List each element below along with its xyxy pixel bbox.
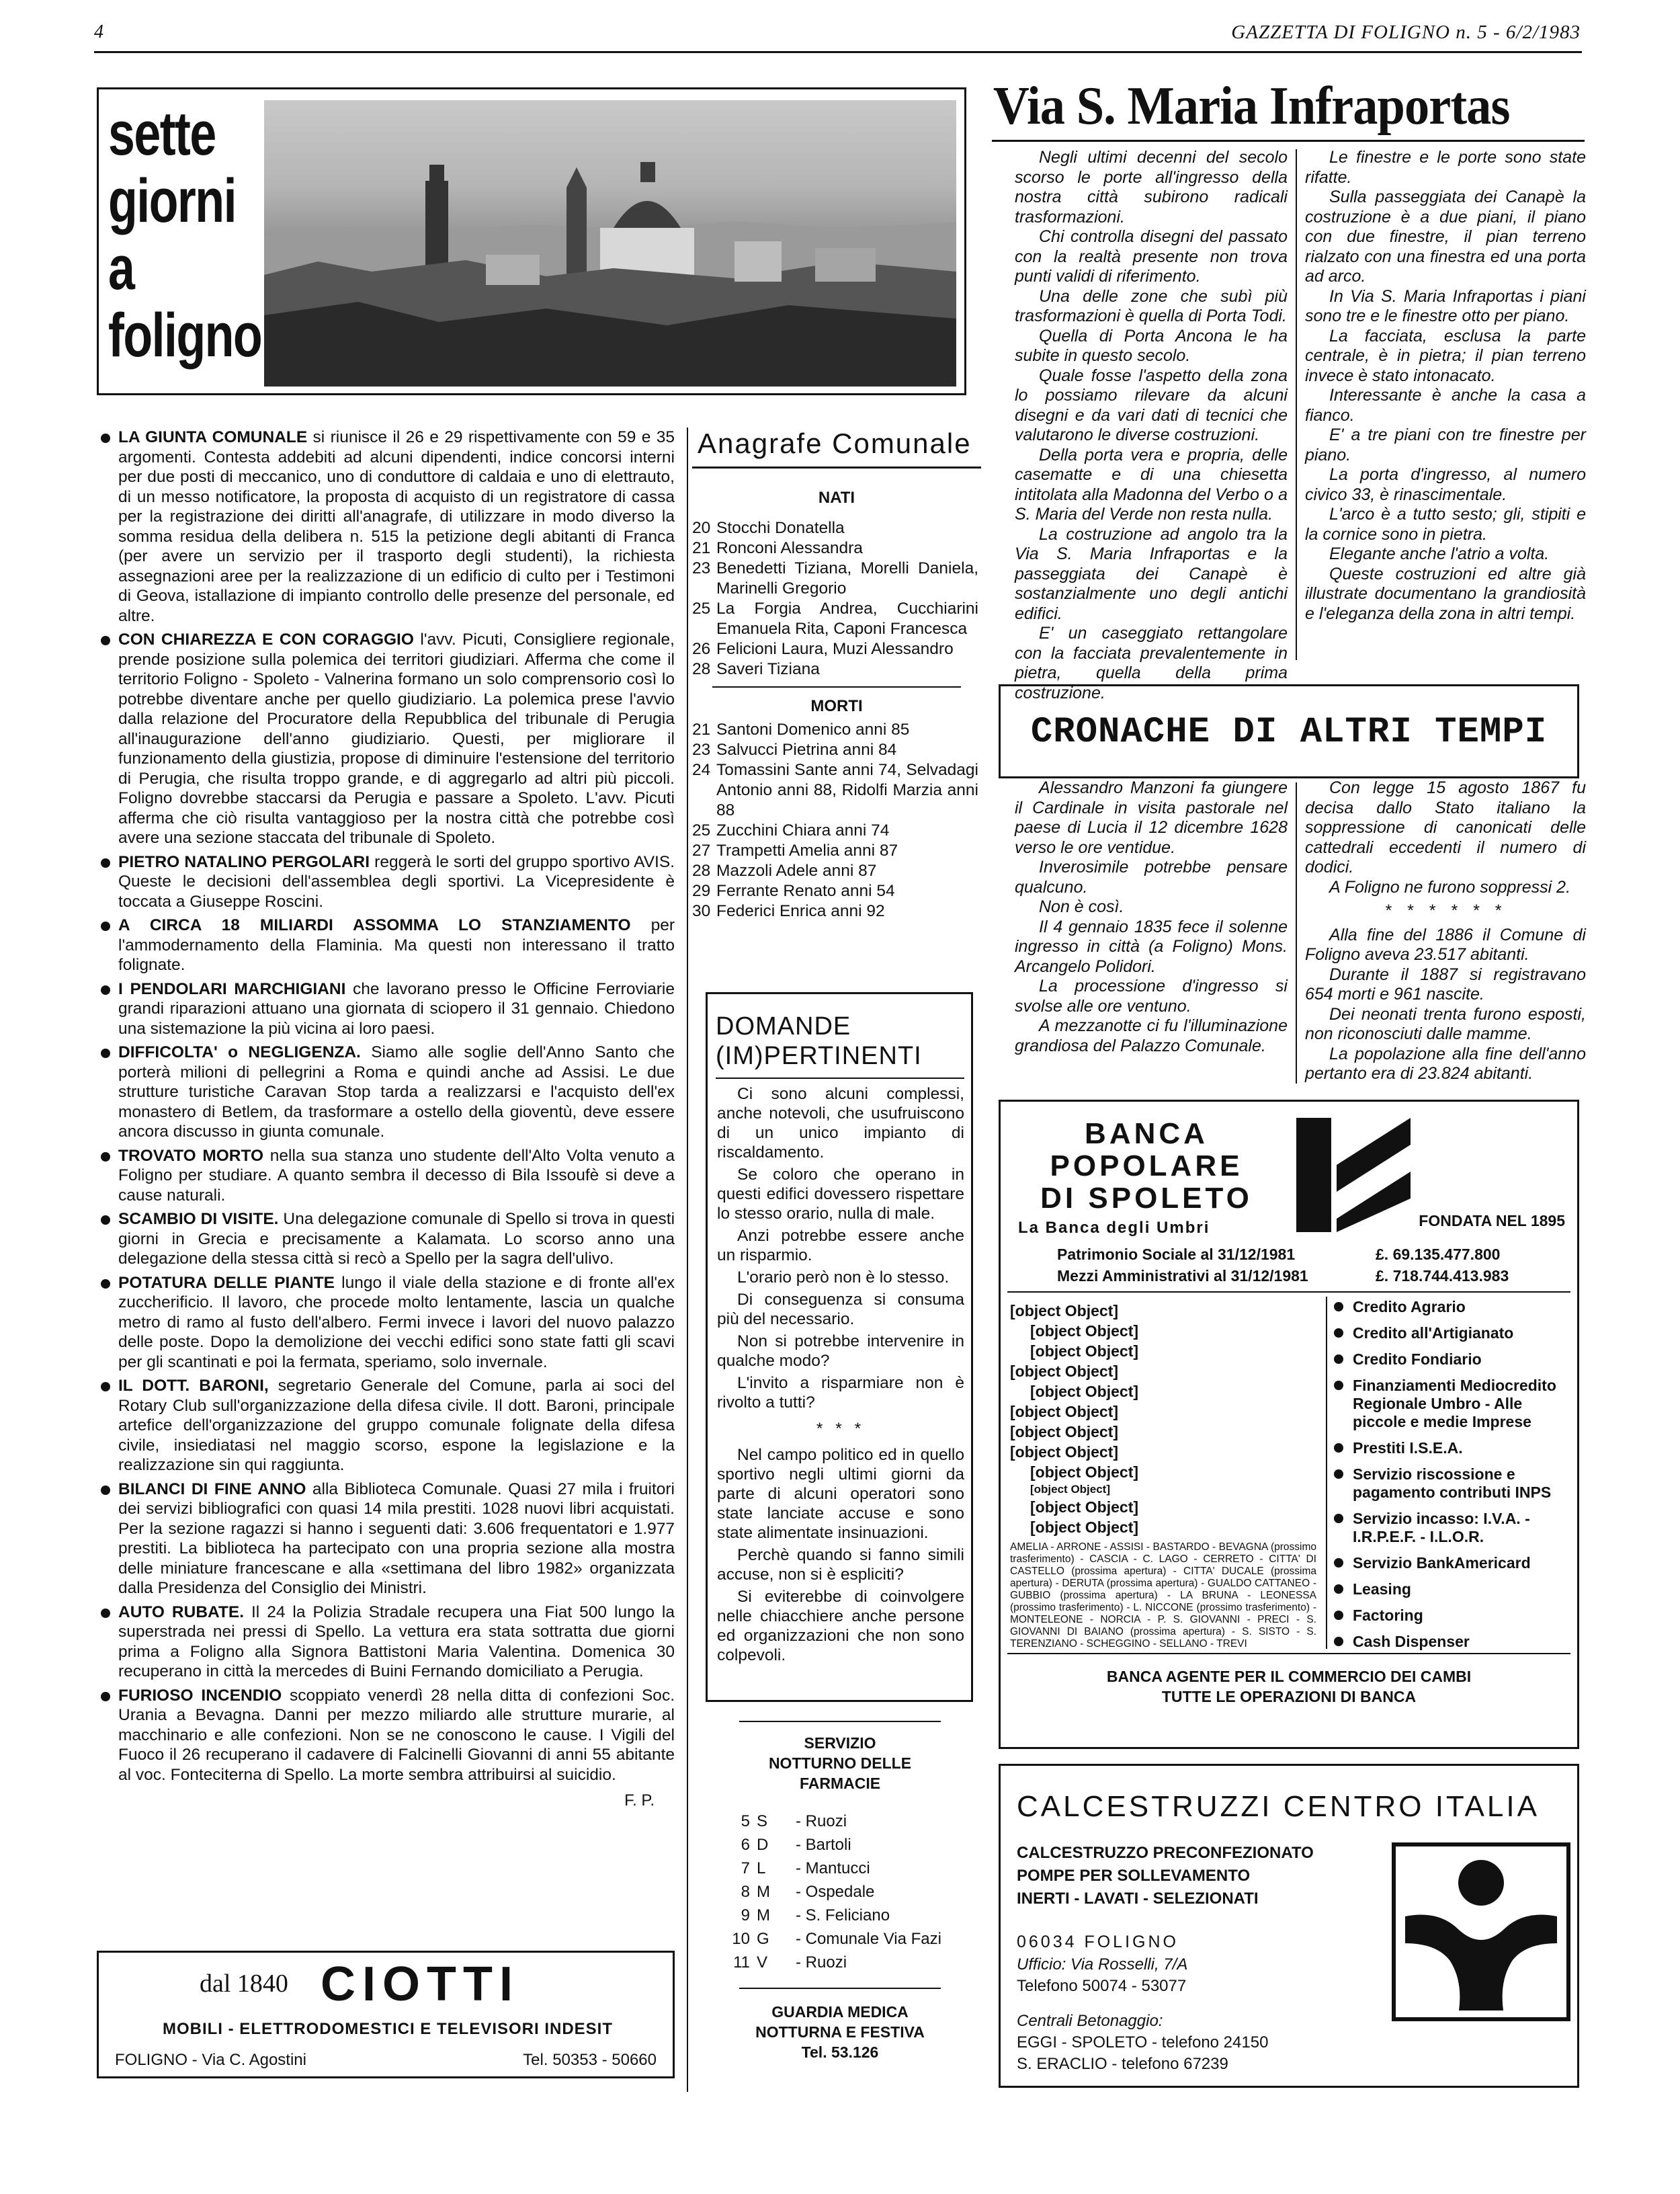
guardia-medica: [712, 2002, 968, 2062]
anagrafe-names: Zucchini Chiara anni 74: [716, 821, 890, 840]
section-separator: * * *: [816, 1420, 866, 1438]
anagrafe-row: [692, 881, 981, 901]
banca-name: [1015, 1118, 1277, 1215]
banca-footer: [1001, 1666, 1577, 1707]
page-number: 4: [94, 22, 103, 42]
anagrafe-day: 25: [692, 821, 711, 840]
anagrafe-day: 23: [692, 741, 711, 759]
anagrafe-names: Stocchi Donatella: [716, 519, 845, 537]
news-lead: BILANCI DI FINE ANNO: [118, 1479, 306, 1498]
article-paragraph: Chi controlla disegni del passato con la realtà presente non trova punti validi di riferimento.: [1015, 227, 1288, 286]
banca-vertical-divider: [1326, 1297, 1327, 1649]
news-text: Il 24 la Polizia Stradale recupera una Fiat 500 lungo la superstrada nei pressi di Spello. La vettura era stata sottratta due giorni prima a Foligno alla Signora Battistoni Maria Valentina. Domenica 30 recuperano in città la mercedes di Buini Fernando domiciliato a Perugia.: [118, 1602, 675, 1680]
anagrafe-names: La Forgia Andrea, Cucchiarini Emanuela Rita, Caponi Francesca: [716, 600, 978, 638]
anagrafe-names: Salvucci Pietrina anni 84: [716, 741, 897, 759]
section-separator: * * * * * *: [1384, 901, 1507, 920]
domande-paragraph: L'invito a risparmiare non è rivolto a tutti?: [717, 1374, 964, 1412]
farmacia-row: [712, 1951, 968, 1974]
farmacia-name: - S. Feliciano: [796, 1906, 890, 1924]
service-item: [1331, 1465, 1573, 1502]
farmacia-weekday: V: [757, 1953, 768, 1972]
bullet-icon: [101, 985, 110, 995]
banca-branches: [1010, 1301, 1320, 1650]
anagrafe-row: [692, 559, 981, 599]
branch-line: [object Object]: [1010, 1443, 1119, 1461]
farmacia-weekday: M: [757, 1906, 770, 1924]
farmacia-name: - Comunale Via Fazi: [796, 1930, 941, 1948]
branch-line: [object Object]: [1030, 1498, 1139, 1516]
branch-line: [object Object]: [1030, 1463, 1139, 1481]
farmacia-row: [712, 1880, 968, 1904]
service-item: [1331, 1554, 1573, 1572]
news-lead: CON CHIAREZZA E CON CORAGGIO: [118, 631, 414, 649]
domande-body: [717, 1084, 964, 1668]
infraportas-col-rule: [1296, 149, 1297, 660]
sette-giorni-title: [108, 100, 276, 369]
news-text: per l'ammodernamento della Flaminia. Ma questi non interessano il tratto folignate.: [118, 916, 675, 974]
farmacia-weekday: M: [757, 1883, 770, 1901]
banca-mezzi-value: £. 718.744.413.983: [1376, 1267, 1509, 1285]
ciotti-products: MOBILI - ELETTRODOMESTICI E TELEVISORI INDESIT: [162, 2020, 614, 2038]
anagrafe-names: Trampetti Amelia anni 87: [716, 842, 898, 860]
bullet-icon: [101, 1486, 110, 1495]
news-lead: AUTO RUBATE.: [118, 1602, 245, 1621]
bullet-icon: [101, 1049, 110, 1058]
calcestruzzi-city: 06034 FOLIGNO: [1017, 1933, 1179, 1951]
domande-paragraph: Di conseguenza si consuma più del necessario.: [717, 1291, 964, 1328]
column-rule: [687, 428, 688, 2092]
title-line: a: [108, 234, 135, 302]
farmacie-top-rule: [739, 1721, 941, 1722]
calcestruzzi-centrale: EGGI - SPOLETO - telefono 24150: [1017, 2033, 1269, 2051]
calcestruzzi-ad: [999, 1764, 1579, 2088]
service-item: [1331, 1350, 1573, 1369]
article-paragraph: Negli ultimi decenni del secolo scorso le porte all'ingresso della nostra città subirono radicali trasformazioni.: [1015, 148, 1288, 227]
service-item: [1331, 1633, 1573, 1651]
bullet-icon: [1334, 1354, 1343, 1364]
branch-line: [object Object]: [1010, 1363, 1119, 1380]
service-label: Credito Fondiario: [1353, 1350, 1482, 1368]
farmacia-row: [712, 1904, 968, 1927]
signature: F. P.: [624, 1791, 655, 1810]
domande-paragraph: Perchè quando si fanno simili accuse, non si è espliciti?: [717, 1546, 964, 1584]
service-item: [1331, 1510, 1573, 1546]
banca-founded: FONDATA NEL 1895: [1419, 1212, 1565, 1229]
news-lead: TROVATO MORTO: [118, 1146, 264, 1165]
news-text: alla Biblioteca Comunale. Quasi 27 mila i fruitori dei servizi bibliografici con quasi 14 mila prestiti. 1028 nuovi libri acquistati. Per la sezione ragazzi si hanno i seguenti dati: 3.606 frequentatori e 1.977 prestiti. La biblioteca ha partecipato con una propria sezione alla mostra delle miniature francescane e alla «settimana del libro 1982» organizzata dalla Presidenza del Consiglio dei Ministri.: [118, 1479, 675, 1597]
news-item: [97, 1209, 675, 1269]
infraportas-col-2: [1305, 148, 1586, 624]
bullet-icon: [101, 1692, 110, 1701]
bullet-icon: [1334, 1584, 1343, 1594]
bullet-icon: [1334, 1328, 1343, 1338]
anagrafe-day: 30: [692, 902, 711, 920]
cronache-col-rule: [1296, 782, 1297, 1084]
domande-title: [716, 1012, 922, 1071]
bullet-icon: [101, 1609, 110, 1618]
news-item: [97, 1146, 675, 1206]
banca-tagline: La Banca degli Umbri: [1018, 1219, 1210, 1237]
news-lead: PIETRO NATALINO PERGOLARI: [118, 852, 370, 871]
nati-list: [692, 518, 981, 680]
domande-paragraph: L'orario però non è lo stesso.: [737, 1268, 950, 1287]
article-paragraph: Dei neonati trenta furono esposti, non riconosciuti dalle mamme.: [1305, 1004, 1586, 1043]
anagrafe-names: Ferrante Renato anni 54: [716, 882, 895, 900]
article-paragraph: L'arco è a tutto sesto; gli, stipiti e la cornice sono in pietra.: [1305, 505, 1586, 544]
bullet-icon: [101, 1279, 110, 1289]
bullet-icon: [1334, 1469, 1343, 1479]
bullet-icon: [101, 858, 110, 868]
domande-paragraph: Non si potrebbe intervenire in qualche modo?: [717, 1332, 964, 1370]
banca-patrimonio-value: £. 69.135.477.800: [1376, 1246, 1501, 1263]
farmacia-name: - Bartoli: [796, 1836, 851, 1854]
bullet-icon: [101, 1152, 110, 1162]
article-paragraph: Le finestre e le porte sono state rifatte.: [1305, 148, 1586, 187]
banca-divider: [1007, 1291, 1570, 1293]
article-paragraph: Non è così.: [1039, 897, 1124, 916]
article-paragraph: La costruzione ad angolo tra la Via S. Maria Infraportas e la passeggiata dei Canapè è sostanzialmente uno degli antichi edifici.: [1015, 524, 1288, 623]
service-label: Factoring: [1353, 1607, 1423, 1624]
news-text: si riunisce il 26 e 29 rispettivamente con 59 e 35 argomenti. Contesta addebiti ad alcuni dipendenti, indice concorsi interni per due posti di meccanico, uno di conduttore di caldaia e uno di elettrauto, di un messo notificatore, la proposta di acquisto di un registratore di cassa per la registrazione dei diritti all'anagrafe, di utilizzare in modo diverso la somma residua della delibera n. 515 la petizione degli abitanti di Franca (per avere un servizio per il trasporto degli studenti), la richiesta assegnazioni aree per la realizzazione di un edificio di culto per i Testimoni di Geova, istallazione di impianto controllo delle presenze del personale, ed altre.: [118, 428, 675, 625]
service-label: Finanziamenti Mediocredito Regionale Umbro - Alle piccole e medie Imprese: [1353, 1377, 1556, 1430]
ciotti-tel: Tel. 50353 - 50660: [523, 2051, 657, 2069]
cronache-title: CRONACHE DI ALTRI TEMPI: [1030, 712, 1548, 753]
branch-line: [object Object]: [1030, 1383, 1139, 1400]
anagrafe-row: [692, 901, 981, 922]
farmacia-weekday: G: [757, 1930, 769, 1948]
news-item: [97, 979, 675, 1039]
banca-patrimonio-label: Patrimonio Sociale al 31/12/1981: [1057, 1246, 1296, 1263]
news-item: [97, 1376, 675, 1475]
news-item: [97, 1043, 675, 1142]
anagrafe-names: Tomassini Sante anni 74, Selvadagi Antonio anni 88, Ridolfi Marzia anni 88: [716, 761, 978, 819]
news-lead: LA GIUNTA COMUNALE: [118, 428, 308, 446]
article-paragraph: Sulla passeggiata dei Canapè la costruzione è a due piani, il piano con due finestre, il pian terreno rialzato con una finestra ed una porta ad arco.: [1305, 188, 1586, 286]
domande-paragraph: Se coloro che operano in questi edifici dovessero rispettare lo stesso orario, nulla di male.: [717, 1166, 964, 1223]
anagrafe-names: Felicioni Laura, Muzi Alessandro: [716, 640, 954, 658]
service-item: [1331, 1377, 1573, 1431]
anagrafe-title: Anagrafe Comunale: [698, 428, 972, 459]
domande-paragraph: Nel campo politico ed in quello sportivo negli ultimi giorni da parte di alcuni operatori sono state lanciate accuse e sono state alimentate insinuazioni.: [717, 1446, 964, 1542]
farmacie-bottom-rule: [739, 1988, 941, 1989]
bullet-icon: [1334, 1302, 1343, 1311]
news-lead: DIFFICOLTA' o NEGLIGENZA.: [118, 1043, 361, 1061]
service-label: Cash Dispenser: [1353, 1633, 1470, 1650]
calcestruzzi-line: POMPE PER SOLLEVAMENTO: [1017, 1867, 1251, 1885]
service-label: Servizio riscossione e pagamento contributi INPS: [1353, 1465, 1552, 1501]
news-item: [97, 630, 675, 848]
anagrafe-row: [692, 518, 981, 538]
service-item: [1331, 1324, 1573, 1342]
article-paragraph: Una delle zone che subì più trasformazioni è quella di Porta Todi.: [1015, 286, 1288, 325]
article-paragraph: Il 4 gennaio 1835 fece il solenne ingresso in città (a Foligno) Mons. Arcangelo Polidori.: [1015, 917, 1288, 976]
article-paragraph: In Via S. Maria Infraportas i piani sono tre e le finestre otto per piano.: [1305, 286, 1586, 325]
banca-divider-bottom: [1007, 1653, 1570, 1654]
news-text: Siamo alle soglie dell'Anno Santo che porterà milioni di pellegrini a Roma e quindi anche ad Assisi. Le due strutture turistiche Caravan Stop tarda a realizzarsi e l'acquisto dell'ex monastero di Betlem, da trasformare a ostello della gioventù, deve essere ancora discusso in giunta comunale.: [118, 1043, 675, 1141]
farmacia-day: 11: [733, 1953, 750, 1972]
anagrafe-day: 29: [692, 882, 711, 900]
news-text: scoppiato venerdì 28 nella ditta di confezioni Soc. Urania a Bevagna. Danni per mezzo miliardo alle strutture murarie, al macchinario e alle confezioni. Non se ne conoscono le cause. I Vigili del Fuoco il 26 recuperano il cadavere di Falcinelli Giovanni di anni 55 abitante al voc. Fonteciterna di Spello. La morte sembra attribuirsi al suicidio.: [118, 1686, 675, 1784]
morti-list: [692, 720, 981, 922]
calcestruzzi-office: Ufficio: Via Rosselli, 7/A: [1017, 1955, 1188, 1974]
sette-giorni-banner: [97, 87, 966, 395]
news-lead: I PENDOLARI MARCHIGIANI: [118, 979, 346, 998]
banca-name-line: DI SPOLETO: [1040, 1182, 1253, 1215]
article-paragraph: E' a tre piani con tre finestre per piano.: [1305, 425, 1586, 464]
article-paragraph: A mezzanotte ci fu l'illuminazione grandiosa del Palazzo Comunale.: [1015, 1016, 1288, 1055]
anagrafe-row: [692, 639, 981, 659]
calcestruzzi-line: INERTI - LAVATI - SELEZIONATI: [1017, 1890, 1259, 1908]
bullet-icon: [1334, 1637, 1343, 1646]
title-line: foligno: [108, 301, 262, 370]
article-paragraph: Interessante è anche la casa a fianco.: [1305, 386, 1586, 425]
anagrafe-day: 28: [692, 660, 711, 678]
news-item: [97, 428, 675, 626]
domande-title-2: (IM)PERTINENTI: [716, 1042, 922, 1070]
anagrafe-row: [692, 720, 981, 740]
anagrafe-day: 24: [692, 761, 711, 779]
farmacia-day: 9: [741, 1906, 750, 1924]
news-item: [97, 852, 675, 912]
anagrafe-row: [692, 821, 981, 841]
farmacia-name: - Ruozi: [796, 1953, 847, 1972]
banca-ad: [999, 1100, 1579, 1749]
bullet-icon: [101, 636, 110, 645]
service-label: Prestiti I.S.E.A.: [1353, 1439, 1463, 1457]
news-item: [97, 1602, 675, 1682]
domande-paragraph: Anzi potrebbe essere anche un risparmio.: [717, 1227, 964, 1264]
farmacia-day: 7: [741, 1859, 750, 1877]
title-line: sette: [108, 99, 216, 168]
article-paragraph: La porta d'ingresso, al numero civico 33, è rinascimentale.: [1305, 465, 1586, 504]
service-item: [1331, 1439, 1573, 1457]
news-text: Una delegazione comunale di Spello si trova in questi giorni in Grecia e precisamente a Kalamata. Lo scorso anno una delegazione della stessa città si recò a Spello per la sagra dell'ulivo.: [118, 1210, 675, 1268]
cronache-box: [999, 684, 1579, 778]
guardia-line: GUARDIA MEDICA: [771, 2003, 909, 2021]
masthead: GAZZETTA DI FOLIGNO n. 5 - 6/2/1983: [1231, 22, 1581, 43]
farmacia-day: 8: [741, 1883, 750, 1901]
nati-label: NATI: [818, 489, 855, 507]
farmacia-day: 6: [741, 1836, 750, 1854]
calcestruzzi-tel: Telefono 50074 - 53077: [1017, 1977, 1187, 1995]
article-paragraph: Durante il 1887 si registravano 654 morti e 961 nascite.: [1305, 965, 1586, 1004]
banca-name-line: BANCA: [1085, 1117, 1208, 1150]
dipendenze-list: AMELIA - ARRONE - ASSISI - BASTARDO - BEVAGNA (prossimo trasferimento) - CASCIA - C. LAGO - CERRETO - CITTA' DI CASTELLO (prossima apertura) - CITTA' DUCALE (prossima apertura) - DERUTA (prossima apertura) - GUALDO CATTANEO - GUBBIO (prossima apertura) - LA BRUNA - LEONESSA (prossimo trasferimento) - L. NICCONE (prossimo trasferimento) - MONTELEONE - NORCIA - P. S. GIOVANNI - PRECI - S. GIOVANNI DI BAIANO (prossima apertura) - S. SISTO - S. TERENZIANO - SCHEGGINO - SELLANO - TREVI: [1010, 1541, 1316, 1650]
ciotti-since: dal 1840: [200, 1969, 288, 1998]
service-label: Servizio BankAmericard: [1353, 1554, 1531, 1572]
anagrafe-row: [692, 659, 981, 680]
header-rule: [94, 51, 1582, 53]
farmacia-weekday: L: [757, 1859, 766, 1877]
banca-mezzi-label: Mezzi Amministrativi al 31/12/1981: [1057, 1267, 1308, 1285]
anagrafe-row: [692, 841, 981, 861]
article-paragraph: Con legge 15 agosto 1867 fu decisa dallo Stato italiano la soppressione di canonicati delle cattedrali eccedenti il numero di dodici.: [1305, 778, 1586, 877]
farmacia-day: 5: [741, 1812, 750, 1830]
article-paragraph: E' un caseggiato rettangolare con la facciata prevalentemente in pietra, quella della prima costruzione.: [1015, 624, 1288, 702]
article-paragraph: Della porta vera e propria, delle casematte e di una chiesetta intitolata alla Madonna del Verbo o a S. Maria del Verde non resta nulla.: [1015, 445, 1288, 524]
article-paragraph: A Foligno ne furono soppressi 2.: [1329, 877, 1571, 897]
calcestruzzi-line: CALCESTRUZZO PRECONFEZIONATO: [1017, 1844, 1314, 1862]
banca-footer-line: TUTTE LE OPERAZIONI DI BANCA: [1161, 1688, 1417, 1705]
news-text: che lavorano presso le Officine Ferroviarie grandi riparazioni attuano una giornata di sciopero il 31 gennaio. Chiedono una sistemazione la più vicina ai loro paesi.: [118, 979, 675, 1038]
news-item: [97, 1479, 675, 1598]
branch-line: [object Object]: [1030, 1483, 1111, 1496]
bullet-icon: [1334, 1514, 1343, 1523]
anagrafe-day: 23: [692, 559, 711, 577]
branch-line: [object Object]: [1010, 1423, 1119, 1440]
ciotti-address: FOLIGNO - Via C. Agostini: [115, 2051, 306, 2069]
title-line: giorni: [108, 167, 236, 235]
branch-line: [object Object]: [1030, 1342, 1139, 1360]
infraportas-title: Via S. Maria Infraportas: [993, 77, 1510, 136]
branch-line: [object Object]: [1010, 1302, 1119, 1319]
article-paragraph: Alla fine del 1886 il Comune di Foligno aveva 23.517 abitanti.: [1305, 925, 1586, 964]
farmacie-title: SERVIZIO NOTTURNO DELLE FARMACIE: [768, 1734, 912, 1792]
cronache-col-2: [1305, 778, 1586, 1084]
anagrafe-row: [692, 740, 981, 760]
farmacia-weekday: S: [757, 1812, 768, 1830]
ciotti-ad: [97, 1951, 675, 2078]
news-list: [97, 428, 675, 1810]
news-text: segretario Generale del Comune, parla ai soci del Rotary Club sull'organizzazione della difesa civile. Il dott. Baroni, principale artefice dell'organizzazione del gruppo comunale folignate della difesa civile, insiediatasi nel maggio scorso, espone la legislazione e la realizzazione sin qui raggiunta.: [118, 1377, 675, 1474]
domande-rule: [716, 1078, 964, 1079]
anagrafe-names: Federici Enrica anni 92: [716, 902, 885, 920]
branch-line: [object Object]: [1010, 1403, 1119, 1420]
news-text: nella sua stanza uno studente dell'Alto Volta venuto a Foligno per studiare. A quanto sembra il decesso di Bila Issoufè si deve a cause naturali.: [118, 1146, 675, 1205]
infraportas-rule: [992, 140, 1585, 142]
farmacia-weekday: D: [757, 1836, 769, 1854]
article-paragraph: Inverosimile potrebbe pensare qualcuno.: [1015, 858, 1288, 897]
article-paragraph: Quella di Porta Ancona le ha subite in questo secolo.: [1015, 326, 1288, 365]
article-paragraph: Quale fosse l'aspetto della zona lo possiamo rilevare da alcuni disegni e da vari dati di tecnici che valutarono le diverse costruzioni.: [1015, 366, 1288, 444]
calcestruzzi-centrali-label: Centrali Betonaggio:: [1017, 2012, 1163, 2030]
article-paragraph: La processione d'ingresso si svolse alle ore ventuno.: [1015, 977, 1288, 1016]
anagrafe-names: Mazzoli Adele anni 87: [716, 862, 877, 880]
news-lead: FURIOSO INCENDIO: [118, 1686, 282, 1705]
bullet-icon: [1334, 1443, 1343, 1453]
news-item: [97, 1273, 675, 1373]
bullet-icon: [101, 434, 110, 443]
bullet-icon: [1334, 1558, 1343, 1568]
article-paragraph: La popolazione alla fine dell'anno pertanto era di 23.824 abitanti.: [1305, 1044, 1586, 1083]
anagrafe-names: Santoni Domenico anni 85: [716, 721, 910, 739]
calcestruzzi-centrale: S. ERACLIO - telefono 67239: [1017, 2055, 1228, 2073]
service-item: [1331, 1580, 1573, 1598]
guardia-line: NOTTURNA E FESTIVA: [755, 2023, 925, 2041]
anagrafe-day: 21: [692, 539, 711, 557]
service-label: Servizio incasso: I.V.A. - I.R.P.E.F. - I.L.O.R.: [1353, 1510, 1530, 1545]
anagrafe-row: [692, 861, 981, 881]
news-lead: POTATURA DELLE PIANTE: [118, 1273, 335, 1292]
anagrafe-day: 21: [692, 721, 711, 739]
anagrafe-row: [692, 760, 981, 821]
domande-paragraph: Si eviterebbe di coinvolgere nelle chiacchiere anche persone ed organizzazioni che non sono colpevoli.: [717, 1588, 964, 1664]
farmacie-list: [712, 1810, 968, 1974]
bullet-icon: [1334, 1381, 1343, 1390]
banca-footer-line: BANCA AGENTE PER IL COMMERCIO DEI CAMBI: [1106, 1668, 1472, 1685]
anagrafe-rule: [692, 466, 981, 469]
ciotti-name: CIOTTI: [321, 1957, 519, 2011]
farmacia-name: - Ruozi: [796, 1812, 847, 1830]
banca-services: [1331, 1298, 1573, 1659]
article-paragraph: La facciata, esclusa la parte centrale, è in pietra; il pian terreno invece è stato intonacato.: [1305, 326, 1586, 385]
article-paragraph: Alessandro Manzoni fa giungere il Cardinale in visita pastorale nel paese di Lucia il 12 dicembre 1628 verso le ore ventidue.: [1015, 778, 1288, 857]
domande-paragraph: Ci sono alcuni complessi, anche notevoli, che usufruiscono di un unico impianto di riscaldamento.: [717, 1085, 964, 1162]
morti-rule: [712, 686, 961, 688]
guardia-phone: Tel. 53.126: [801, 2043, 879, 2061]
banca-name-line: POPOLARE: [1050, 1149, 1243, 1182]
service-item: [1331, 1607, 1573, 1625]
domande-box: [706, 992, 973, 1702]
anagrafe-day: 26: [692, 640, 711, 658]
foligno-skyline-photo: [264, 100, 956, 387]
anagrafe-day: 28: [692, 862, 711, 880]
service-item: [1331, 1298, 1573, 1316]
anagrafe-names: Benedetti Tiziana, Morelli Daniela, Marinelli Gregorio: [716, 559, 978, 598]
cronache-col-1: [1015, 778, 1288, 1056]
farmacia-name: - Ospedale: [796, 1883, 875, 1901]
bullet-icon: [101, 1215, 110, 1225]
anagrafe-names: Saveri Tiziana: [716, 660, 820, 678]
news-lead: A CIRCA 18 MILIARDI ASSOMMA LO STANZIAMENTO: [118, 916, 631, 934]
farmacia-row: [712, 1833, 968, 1857]
news-lead: SCAMBIO DI VISITE.: [118, 1210, 279, 1228]
news-text: l'avv. Picuti, Consigliere regionale, prende posizione sulla polemica dei territori giudiziari. Afferma che come il territorio Foligno - Spoleto - Valnerina formano un solo comprensorio così lo potrebbe diventare anche per quello giudiziario. La polemica prese l'avvio dalla relazione del Procuratore della Repubblica del tribunale di Perugia all'inaugurazione dell'anno giudiziario. Questi, per migliorare il funzionamento della giustizia, propose di diminuire l'estensione del territorio di Perugia, che risulta troppo grande, e di aggregarlo ad altri più piccoli. Foligno dovrebbe staccarsi da Perugia e passare a Spoleto. L'avv. Picuti afferma che ciò risulta vantaggioso per la nostra città che potrebbe così avere una sezione staccata del tribunale di Spoleto.: [118, 631, 675, 847]
bullet-icon: [1334, 1611, 1343, 1620]
service-label: Credito Agrario: [1353, 1298, 1466, 1315]
anagrafe-names: Ronconi Alessandra: [716, 539, 863, 557]
morti-label: MORTI: [810, 697, 863, 715]
farmacia-row: [712, 1810, 968, 1833]
article-paragraph: Elegante anche l'atrio a volta.: [1329, 544, 1550, 563]
farmacia-row: [712, 1927, 968, 1951]
farmacia-row: [712, 1857, 968, 1880]
anagrafe-section: [692, 425, 981, 922]
branch-line: [object Object]: [1030, 1518, 1139, 1536]
service-label: Credito all'Artigianato: [1353, 1324, 1514, 1342]
anagrafe-day: 20: [692, 519, 711, 537]
service-label: Leasing: [1353, 1580, 1411, 1598]
bullet-icon: [101, 1382, 110, 1391]
news-text: reggerà le sorti del gruppo sportivo AVIS. Queste le decisioni dell'assemblea degli sportivi. La Vicepresidente è toccata a Giuseppe Roscini.: [118, 852, 675, 911]
calcestruzzi-logo-icon: [1392, 1842, 1570, 2021]
anagrafe-row: [692, 538, 981, 559]
news-text: lungo il viale della stazione e di fronte all'ex zuccherificio. Il lavoro, che procede molto lentamente, lascia un qualche metro di ramo al fusto dell'albero. Fermi invece i lavori del nuovo palazzo delle poste. Dopo la demolizione dei vecchi edifici sono state fatti gli scavi per gli scantinati e poi la fermata, speriamo, solo invernale.: [118, 1273, 675, 1371]
farmacia-name: - Mantucci: [796, 1859, 870, 1877]
anagrafe-row: [692, 599, 981, 639]
calcestruzzi-title: CALCESTRUZZI CENTRO ITALIA: [1017, 1790, 1540, 1823]
branch-line: [object Object]: [1030, 1322, 1139, 1340]
news-lead: IL DOTT. BARONI,: [118, 1377, 269, 1395]
anagrafe-day: 27: [692, 842, 711, 860]
article-paragraph: Queste costruzioni ed altre già illustrate documentano la grandiosità e l'eleganza della zona in altri tempi.: [1305, 564, 1586, 623]
domande-title-1: DOMANDE: [716, 1012, 851, 1041]
news-item: [97, 1686, 675, 1785]
bullet-icon: [101, 922, 110, 931]
banca-logo-icon: [1296, 1118, 1411, 1232]
news-item: [97, 916, 675, 975]
anagrafe-day: 25: [692, 600, 711, 618]
farmacie-section: [712, 1721, 968, 1989]
farmacia-day: 10: [732, 1930, 750, 1948]
infraportas-col-1: [1015, 148, 1288, 703]
